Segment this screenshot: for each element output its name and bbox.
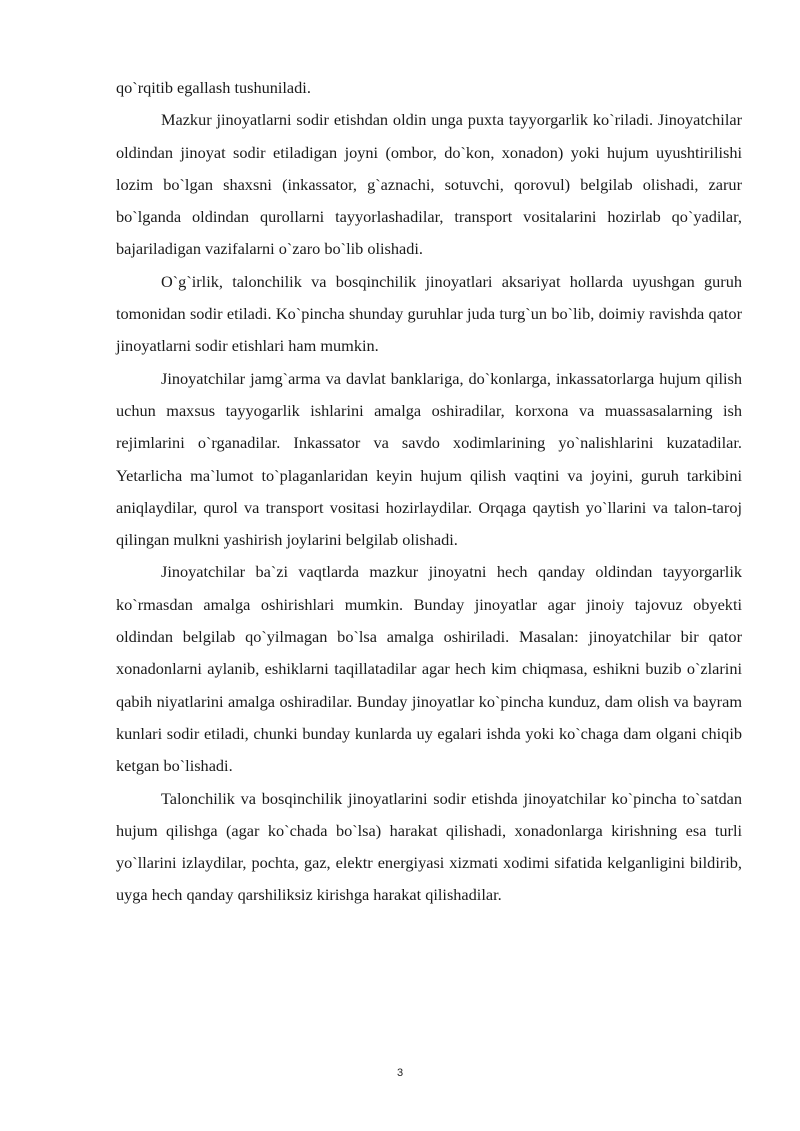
paragraph: Talonchilik va bosqinchilik jinoyatlarini sodir etishda jinoyatchilar ko`pincha to`satdan hujum qilishga (agar ko`chada bo`lsa) harakat qilishadi, xonadonlarga kirishning esa turli yo`llarini izlaydilar, pochta, gaz, elektr energiyasi xizmati xodimi sifatida kelganligini bildirib, uyga hech qanday qarshiliksiz kirishga harakat qilishadilar. bbox=[116, 788, 742, 905]
page-number: 3 bbox=[396, 1067, 404, 1079]
document-page bbox=[116, 72, 742, 912]
paragraph-continuation: qo`rqitib egallash tushuniladi. bbox=[116, 78, 311, 97]
paragraph: O`g`irlik, talonchilik va bosqinchilik jinoyatlari aksariyat hollarda uyushgan guruh tomonidan sodir etiladi. Ko`pincha shunday guruhlar juda turg`un bo`lib, doimiy ravishda qator jinoyatlarni sodir etishlari ham mumkin. bbox=[116, 271, 742, 356]
paragraph: Jinoyatchilar ba`zi vaqtlarda mazkur jinoyatni hech qanday oldindan tayyorgarlik ko`rmasdan amalga oshirishlari mumkin. Bunday jinoyatlar agar jinoiy tajovuz obyekti oldindan belgilab qo`yilmagan bo`lsa amalga oshiriladi. Masalan: jinoyatchilar bir qator xonadonlarni aylanib, eshiklarni taqillatadilar agar hech kim chiqmasa, eshikni buzib o`zlarini qabih niyatlarini amalga oshiradilar. Bunday jinoyatlar ko`pincha kunduz, dam olish va bayram kunlari sodir etiladi, chunki bunday kunlarda uy egalari ishda yoki ko`chaga dam olgani chiqib ketgan bo`lishadi. bbox=[116, 562, 742, 776]
paragraph: Jinoyatchilar jamg`arma va davlat banklariga, do`konlarga, inkassatorlarga hujum qilish uchun maxsus tayyogarlik ishlarini amalga oshiradilar, korxona va muassasalarning ish rejimlarini o`rganadilar. Inkassator va savdo xodimlarining yo`nalishlarini kuzatadilar. Yetarlicha ma`lumot to`plaganlaridan keyin hujum qilish vaqtini va joyini, guruh tarkibini aniqlaydilar, qurol va transport vositasi hozirlaydilar. Orqaga qaytish yo`llarini va talon-taroj qilingan mulkni yashirish joylarini belgilab olishadi. bbox=[116, 368, 742, 550]
paragraph: Mazkur jinoyatlarni sodir etishdan oldin unga puxta tayyorgarlik ko`riladi. Jinoyatchilar oldindan jinoyat sodir etiladigan joyni (ombor, do`kon, xonadon) yoki hujum uyushtirilishi lozim bo`lgan shaxsni (inkassator, g`aznachi, sotuvchi, qorovul) belgilab olishadi, zarur bo`lganda oldindan qurollarni tayyorlashadilar, transport vositalarini hozirlab qo`yadilar, bajariladigan vazifalarni o`zaro bo`lib olishadi. bbox=[116, 110, 742, 259]
